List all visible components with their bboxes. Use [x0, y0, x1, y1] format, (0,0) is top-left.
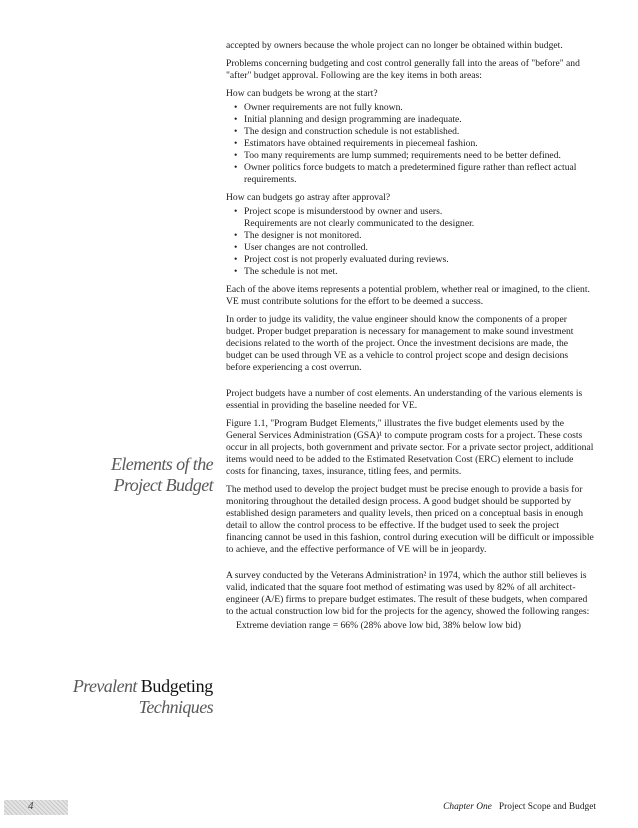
heading-line: Project Budget	[113, 475, 213, 495]
section-heading-elements	[111, 454, 213, 496]
list-item: • The designer is not monitored.	[234, 230, 594, 242]
paragraph: Problems concerning budgeting and cost control generally fall into the areas of "before" and "after" budget approval. Following are the key items in both areas:	[226, 58, 580, 81]
chapter-label: Chapter One	[443, 802, 492, 812]
list-item: • Initial planning and design programming are inadequate.	[234, 114, 594, 126]
running-footer	[443, 802, 596, 812]
paragraph: accepted by owners because the whole project can no longer be obtained within budget.	[226, 40, 563, 51]
list-item: • Project scope is misunderstood by owner and users.	[234, 206, 594, 218]
section-heading-prevalent	[73, 676, 213, 718]
list-item: • The design and construction schedule is not established.	[234, 126, 594, 138]
question-heading: How can budgets go astray after approval?	[226, 192, 391, 203]
list-item: • Owner politics force budgets to match a predetermined figure rather than reflect actual requirements.	[234, 162, 594, 186]
heading-word: Prevalent	[72, 676, 137, 696]
main-text-column	[226, 40, 594, 638]
list-item: • Owner requirements are not fully known.	[234, 102, 594, 114]
heading-line	[73, 676, 213, 697]
paragraph: Each of the above items represents a potential problem, whether real or imagined, to the client. VE must contribute solutions for the effort to be deemed a success.	[226, 284, 590, 307]
heading-line: Techniques	[138, 697, 213, 717]
list-item: • The schedule is not met.	[234, 266, 594, 278]
bullet-list	[226, 102, 594, 186]
paragraph: In order to judge its validity, the value engineer should know the components of a proper budget. Proper budget preparation is necessary for management to make sound investment decisions related to the worth of the project. Once the investment decisions are made, the budget can be used through VE as a vehicle to control project scope and design decisions before experiencing a cost overrun.	[226, 314, 574, 373]
bullet-list	[226, 206, 594, 278]
list-item: • User changes are not controlled.	[234, 242, 594, 254]
heading-word: Budgeting	[140, 676, 213, 696]
footer-shaded-bar	[4, 800, 68, 815]
page-footer	[0, 797, 638, 817]
page-number: 4	[28, 800, 34, 812]
list-item: • Too many requirements are lump summed; requirements need to be better defined.	[234, 150, 594, 162]
paragraph: Figure 1.1, "Program Budget Elements," illustrates the five budget elements used by the General Services Administration (GSA)¹ to compute program costs for a project. These costs occur in all projects, both government and private sector. For a private sector project, additional items would need to be added to the Estimated Resetvation Cost (ERC) element to include costs for financing, taxes, insurance, titling fees, and permits.	[226, 418, 594, 477]
chapter-title: Project Scope and Budget	[498, 802, 596, 812]
paragraph: Project budgets have a number of cost elements. An understanding of the various elements is essential in providing the baseline needed for VE.	[226, 388, 583, 411]
list-item: • Project cost is not properly evaluated during reviews.	[234, 254, 594, 266]
paragraph: A survey conducted by the Veterans Administration² in 1974, which the author still believes is valid, indicated that the square foot method of estimating was used by 82% of all architect-engineer (A/E) firms to prepare budget estimates. The result of these budgets, when compared to the actual construction low bid for the projects for the agency, showed the following ranges:	[226, 570, 590, 617]
paragraph: The method used to develop the project budget must be precise enough to provide a basis for monitoring throughout the detailed design process. A good budget should be supported by established design parameters and quality levels, then priced on a conceptual basis in enough detail to allow the control process to be effective. If the budget used to seek the project financing cannot be used in this fashion, control during execution will be difficult or impossible to achieve, and the effective performance of VE will be in jeopardy.	[226, 484, 594, 555]
question-heading: How can budgets be wrong at the start?	[226, 88, 378, 99]
paragraph: Extreme deviation range = 66% (28% above low bid, 38% below low bid)	[236, 620, 521, 631]
heading-line: Elements of the	[111, 454, 213, 474]
list-item: • Estimators have obtained requirements in piecemeal fashion.	[234, 138, 594, 150]
list-item-continuation: Requirements are not clearly communicated to the designer.	[244, 218, 475, 229]
